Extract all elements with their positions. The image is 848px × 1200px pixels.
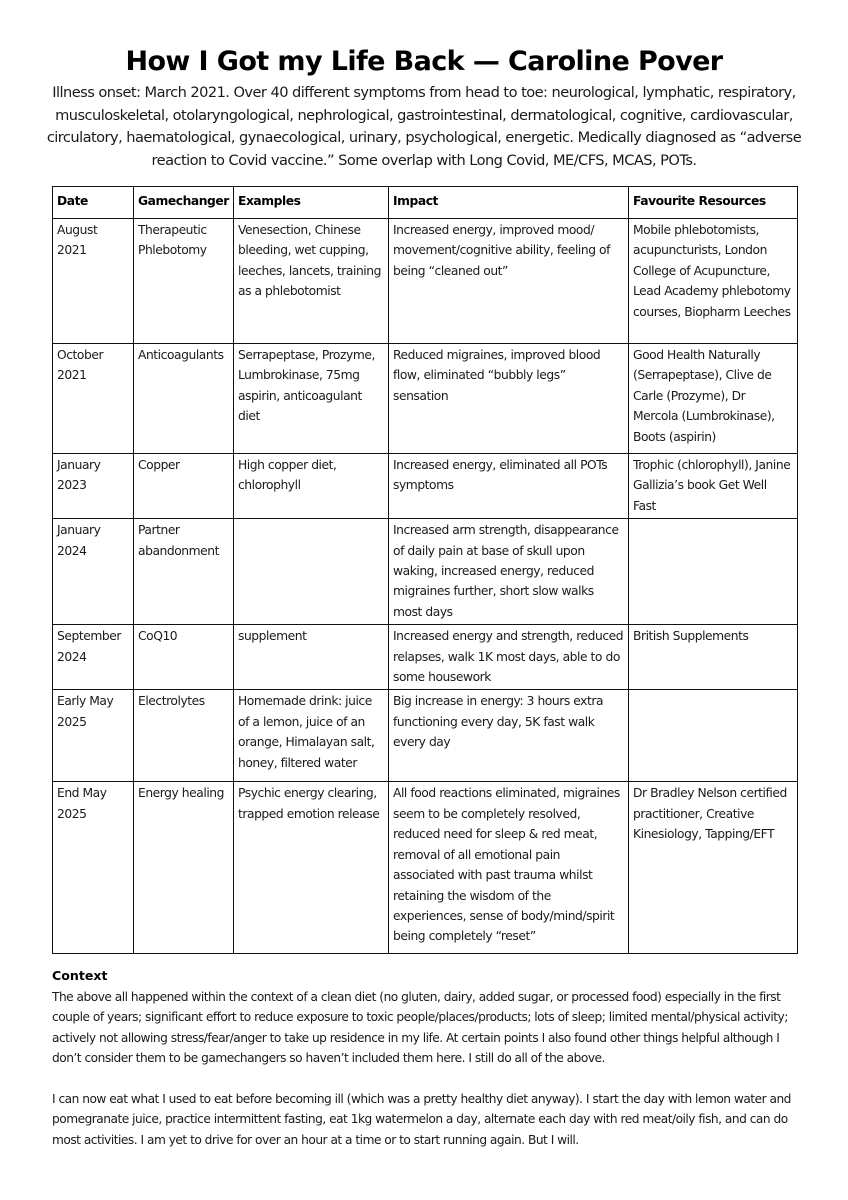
header-examples: Examples [234, 187, 389, 219]
cell-examples: Serrapeptase, Prozyme, Lumbrokinase, 75mg aspirin, anticoagulant diet [234, 344, 389, 454]
cell-gamechanger: Energy healing [134, 782, 234, 954]
header-impact: Impact [389, 187, 629, 219]
table-row [53, 690, 798, 782]
cell-resources: Mobile phlebotomists, acupuncturists, London College of Acupuncture, Lead Academy phlebotomy courses, Biopharm Leeches [629, 219, 798, 344]
context-heading: Context [52, 968, 108, 983]
header-resources: Favourite Resources [629, 187, 798, 219]
cell-gamechanger: Electrolytes [134, 690, 234, 782]
cell-resources: British Supplements [629, 625, 798, 690]
cell-resources: Trophic (chlorophyll), Janine Gallizia’s book Get Well Fast [629, 454, 798, 519]
cell-impact: Increased energy and strength, reduced relapses, walk 1K most days, able to do some housework [389, 625, 629, 690]
cell-impact: Increased energy, eliminated all POTs symptoms [389, 454, 629, 519]
table-row [53, 344, 798, 454]
table-row [53, 454, 798, 519]
cell-resources [629, 690, 798, 782]
table-row [53, 782, 798, 954]
table-header-row [53, 187, 798, 219]
cell-date: October 2021 [53, 344, 134, 454]
cell-impact: Reduced migraines, improved blood flow, eliminated “bubbly legs” sensation [389, 344, 629, 454]
cell-date: August 2021 [53, 219, 134, 344]
context-paragraph-1: The above all happened within the context of a clean diet (no gluten, dairy, added sugar, or processed food) especially in the first couple of years; significant effort to reduce exposure to toxic people/places/products; lots of sleep; limited mental/physical activity; actively not allowing stress/fear/anger to take up residence in my life. At certain points I also found other things helpful although I don’t consider them to be gamechangers so haven’t included them here. I still do all of the above. [52, 990, 788, 1065]
context-paragraph-2: I can now eat what I used to eat before becoming ill (which was a pretty healthy diet anyway). I start the day with lemon water and pomegranate juice, practice intermittent fasting, eat 1kg watermelon a day, alternate each day with red meat/oily fish, and can do most activities. I am yet to drive for over an hour at a time or to start running again. But I will. [52, 1092, 791, 1147]
cell-date: Early May 2025 [53, 690, 134, 782]
cell-examples: Homemade drink: juice of a lemon, juice of an orange, Himalayan salt, honey, filtered water [234, 690, 389, 782]
header-date: Date [53, 187, 134, 219]
cell-resources: Dr Bradley Nelson certified practitioner, Creative Kinesiology, Tapping/EFT [629, 782, 798, 954]
gamechanger-table [52, 186, 798, 954]
cell-impact: Increased energy, improved mood/ movement/cognitive ability, feeling of being “cleaned out” [389, 219, 629, 344]
table-row [53, 625, 798, 690]
cell-date: January 2023 [53, 454, 134, 519]
cell-resources [629, 519, 798, 625]
header-gamechanger: Gamechanger [134, 187, 234, 219]
table-row [53, 519, 798, 625]
cell-examples: Venesection, Chinese bleeding, wet cupping, leeches, lancets, training as a phlebotomist [234, 219, 389, 344]
cell-gamechanger: Therapeutic Phlebotomy [134, 219, 234, 344]
cell-date: September 2024 [53, 625, 134, 690]
cell-gamechanger: CoQ10 [134, 625, 234, 690]
table-row [53, 219, 798, 344]
illness-summary: Illness onset: March 2021. Over 40 different symptoms from head to toe: neurological, lymphatic, respiratory, musculoskeletal, otolaryngological, nephrological, gastrointestinal, dermatological, cognitive, cardiovascular, circulatory, haematological, gynaecological, urinary, psychological, energetic. Medically diagnosed as “adverse reaction to Covid vaccine.” Some overlap with Long Covid, ME/CFS, MCAS, POTs. [46, 84, 802, 169]
cell-date: End May 2025 [53, 782, 134, 954]
page-title: How I Got my Life Back — Caroline Pover [125, 46, 723, 77]
cell-gamechanger: Anticoagulants [134, 344, 234, 454]
cell-impact: All food reactions eliminated, migraines seem to be completely resolved, reduced need for sleep & red meat, removal of all emotional pain associated with past trauma whilst retaining the wisdom of the experiences, sense of body/mind/spirit being completely “reset” [389, 782, 629, 954]
cell-date: January 2024 [53, 519, 134, 625]
cell-examples: supplement [234, 625, 389, 690]
cell-examples [234, 519, 389, 625]
cell-gamechanger: Partner abandonment [134, 519, 234, 625]
cell-resources: Good Health Naturally (Serrapeptase), Clive de Carle (Prozyme), Dr Mercola (Lumbrokinase), Boots (aspirin) [629, 344, 798, 454]
cell-impact: Increased arm strength, disappearance of daily pain at base of skull upon waking, increased energy, reduced migraines further, short slow walks most days [389, 519, 629, 625]
cell-gamechanger: Copper [134, 454, 234, 519]
cell-examples: Psychic energy clearing, trapped emotion release [234, 782, 389, 954]
cell-impact: Big increase in energy: 3 hours extra functioning every day, 5K fast walk every day [389, 690, 629, 782]
cell-examples: High copper diet, chlorophyll [234, 454, 389, 519]
